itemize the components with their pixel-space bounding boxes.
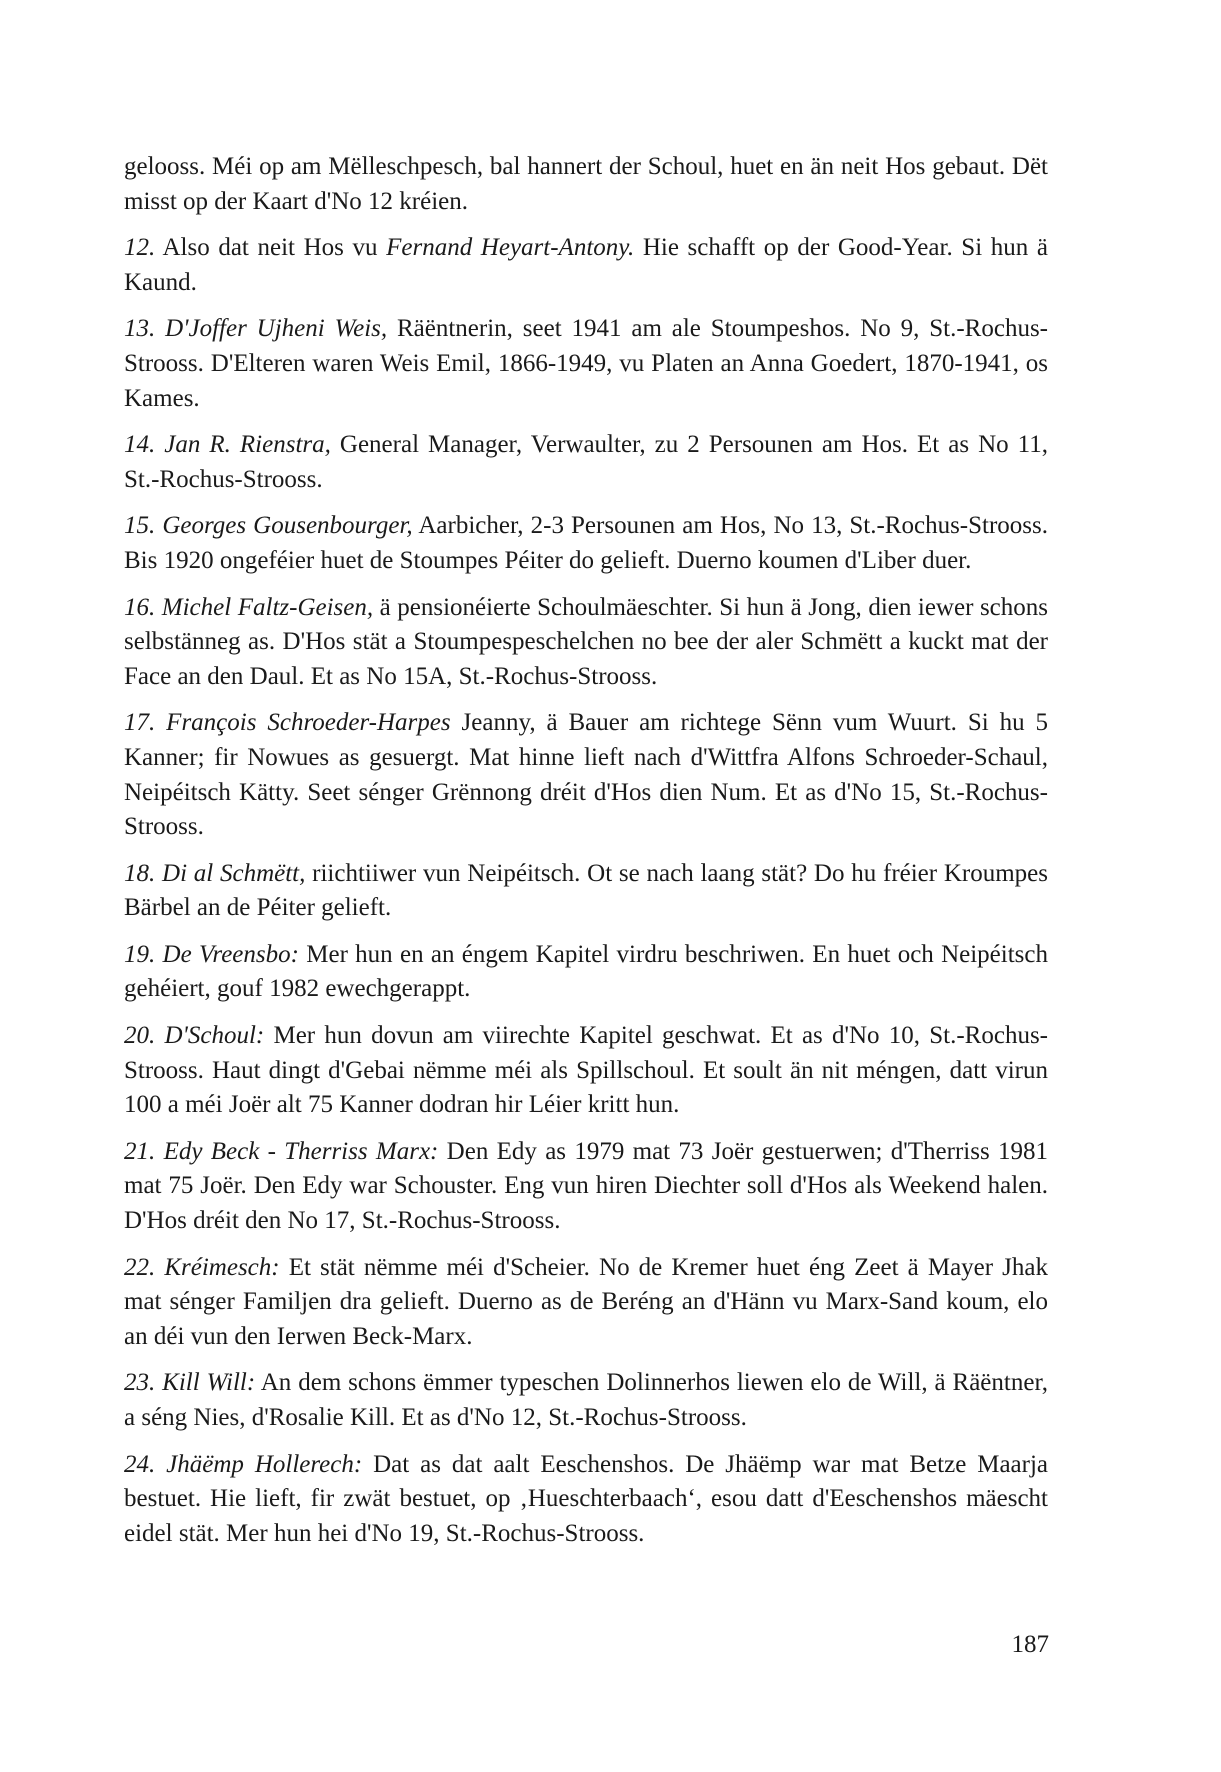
- entry-text: Aarbicher, 2-3 Persounen am Hos, No 13, St.-Rochus-Strooss. Bis 1920 ongeféier huet de Stoumpes Péiter do gelieft. Duerno koumen d'Liber duer.: [124, 512, 1049, 574]
- entry-name: Kréimesch:: [164, 1253, 280, 1281]
- entry-text: Mer hun en an éngem Kapitel virdru beschriwen. En huet och Neipéitsch gehéiert, gouf 1982 ewechgerappt.: [124, 940, 1048, 1003]
- page-body: [124, 150, 1048, 1563]
- entry-18: [124, 857, 1048, 926]
- entry-name: D'Joffer Ujheni Weis,: [165, 315, 388, 343]
- entry-number: 16.: [124, 593, 156, 621]
- entry-24: [124, 1448, 1048, 1552]
- entry-number: 12.: [124, 234, 156, 262]
- entry-number: 24.: [124, 1450, 156, 1478]
- paragraph-text: gelooss. Méi op am Mëlleschpesch, bal hannert der Schoul, huet en än neit Hos gebaut. Dët misst op der Kaart d'No 12 kréien.: [124, 153, 1048, 215]
- entry-15: [124, 509, 1048, 578]
- entry-number: 21.: [124, 1137, 156, 1165]
- entry-23: [124, 1366, 1048, 1435]
- entry-name: De Vreensbo:: [162, 940, 299, 968]
- entry-text-continued: Hie schafft op der Good-Year. Si hun ä Kaund.: [124, 234, 1048, 296]
- entry-name: Kill Will:: [162, 1369, 256, 1397]
- entry-number: 20.: [124, 1022, 156, 1050]
- entry-number: 17.: [124, 709, 156, 737]
- entry-21: [124, 1135, 1048, 1239]
- entry-name: D'Schoul:: [164, 1022, 265, 1050]
- entry-text: Räëntnerin, seet 1941 am ale Stoumpeshos. No 9, St.-Rochus-Strooss. D'Elteren waren Weis Emil, 1866-1949, vu Platen an Anna Goedert, 1870-1941, os Kames.: [124, 315, 1048, 412]
- entry-name: Jan R. Rienstra,: [164, 431, 331, 459]
- entry-number: 22.: [124, 1253, 156, 1281]
- entry-12: [124, 231, 1048, 300]
- entry-number: 15.: [124, 512, 156, 540]
- entry-name: Jhäëmp Hollerech:: [166, 1450, 363, 1478]
- page-number: 187: [1011, 1631, 1049, 1658]
- entry-13: [124, 312, 1048, 416]
- entry-number: 19.: [124, 940, 156, 968]
- entry-name: Georges Gousenbourger,: [162, 512, 413, 540]
- entry-number: 18.: [124, 859, 156, 887]
- entry-22: [124, 1251, 1048, 1355]
- entry-number: 14.: [124, 431, 156, 459]
- entry-14: [124, 428, 1048, 497]
- paragraph-continued: [124, 150, 1048, 219]
- entry-19: [124, 938, 1048, 1007]
- entry-20: [124, 1019, 1048, 1123]
- entry-text: Den Edy as 1979 mat 73 Joër gestuerwen; d'Therriss 1981 mat 75 Joër. Den Edy war Schouster. Eng vun hiren Diechter soll d'Hos als Weekend halen. D'Hos dréit den No 17, St.-Rochus-Strooss.: [124, 1137, 1049, 1235]
- entry-16: [124, 591, 1048, 695]
- entry-text: General Manager, Verwaulter, zu 2 Persounen am Hos. Et as No 11, St.-Rochus-Strooss.: [124, 431, 1048, 493]
- entry-name: Di al Schmëtt,: [162, 859, 306, 887]
- entry-text: Et stät nëmme méi d'Scheier. No de Kremer huet éng Zeet ä Mayer Jhak mat sénger Familjen dra gelieft. Duerno as de Beréng an d'Hänn vu Marx-Sand koum, elo an déi vun den Ierwen Beck-Marx.: [124, 1253, 1049, 1350]
- entry-name: Michel Faltz-Geisen,: [161, 593, 374, 621]
- entry-text: Jeanny, ä Bauer am richtege Sënn vum Wuurt. Si hu 5 Kanner; fir Nowues as gesuergt. Mat hinne lieft nach d'Wittfra Alfons Schroeder-Schaul, Neipéitsch Kätty. Seet sénger Grënnong dréit d'Hos dien Num. Et as d'No 15, St.-Rochus-Strooss.: [124, 709, 1049, 841]
- entry-text: ä pensionéierte Schoulmäeschter. Si hun ä Jong, dien iewer schons selbstänneg as. D'Hos stät a Stoumpespeschelchen no bee der aler Schmëtt a kuckt mat der Face an den Daul. Et as No 15A, St.-Rochus-Strooss.: [124, 593, 1048, 690]
- entry-name: François Schroeder-Harpes: [166, 709, 451, 737]
- entry-text: Mer hun dovun am viirechte Kapitel geschwat. Et as d'No 10, St.-Rochus-Strooss. Haut dingt d'Gebai nëmme méi als Spillschoul. Et soult än nit méngen, datt virun 100 a méi Joër alt 75 Kanner dodran hir Léier kritt hun.: [124, 1022, 1049, 1119]
- entry-name: Fernand Heyart-Antony.: [386, 234, 635, 262]
- entry-text: riichtiiwer vun Neipéitsch. Ot se nach laang stät? Do hu fréier Kroumpes Bärbel an de Péiter gelieft.: [124, 859, 1049, 922]
- entry-number: 13.: [124, 315, 156, 343]
- entry-text: An dem schons ëmmer typeschen Dolinnerhos liewen elo de Will, ä Räëntner, a séng Nies, d'Rosalie Kill. Et as d'No 12, St.-Rochus-Strooss.: [124, 1369, 1049, 1431]
- entry-name: Edy Beck - Therriss Marx:: [163, 1137, 439, 1165]
- entry-17: [124, 706, 1048, 844]
- entry-text: Dat as dat aalt Eeschenshos. De Jhäëmp war mat Betze Maarja bestuet. Hie lieft, fir zwät bestuet, op ‚Hueschterbaach‘, esou datt d'Eeschenshos mäescht eidel stät. Mer hun hei d'No 19, St.-Rochus-Strooss.: [124, 1450, 1049, 1547]
- entry-number: 23.: [124, 1369, 156, 1397]
- entry-text: Also dat neit Hos vu: [162, 234, 387, 262]
